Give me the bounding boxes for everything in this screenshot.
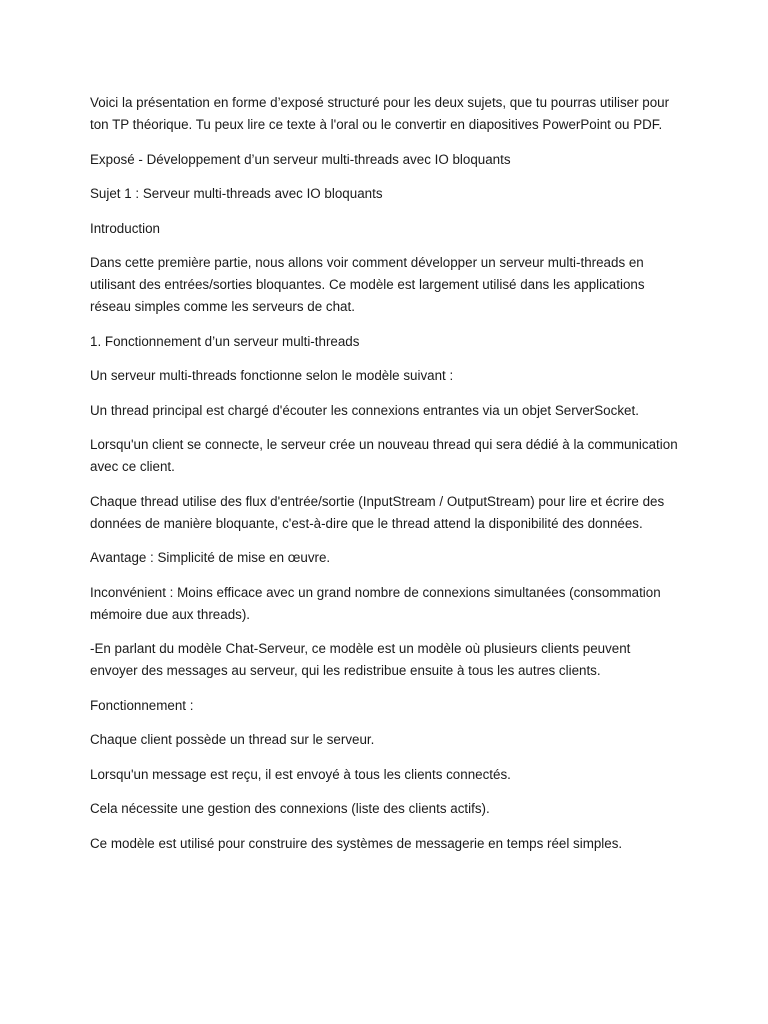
subject-heading: Sujet 1 : Serveur multi-threads avec IO bloquants [90,186,383,201]
chat-server-paragraph: -En parlant du modèle Chat-Serveur, ce modèle est un modèle où plusieurs clients peuvent envoyer des messages au serveur, qui les redistribue ensuite à tous les autres clients. [90,641,631,678]
client-connect-paragraph: Lorsqu'un client se connecte, le serveur crée un nouveau thread qui sera dédié à la communication avec ce client. [90,437,678,474]
main-thread-paragraph: Un thread principal est chargé d'écouter les connexions entrantes via un objet ServerSocket. [90,402,639,418]
advantage-paragraph: Avantage : Simplicité de mise en œuvre. [90,550,331,565]
section-heading-functioning: 1. Fonctionnement d’un serveur multi-threads [90,333,360,349]
connection-management-paragraph: Cela nécessite une gestion des connexions (liste des clients actifs). [90,801,490,816]
io-streams-paragraph: Chaque thread utilise des flux d'entrée/sortie (InputStream / OutputStream) pour lire et écrire des données de manière bloquante, c'est-à-dire que le thread attend la disponibilité des données. [90,493,665,531]
realtime-messaging-paragraph: Ce modèle est utilisé pour construire des systèmes de messagerie en temps réel simples. [90,835,623,851]
functioning-label: Fonctionnement : [90,697,194,713]
message-broadcast-paragraph: Lorsqu'un message est reçu, il est envoyé à tous les clients connectés. [90,766,511,782]
expose-title: Exposé - Développement d’un serveur multi-threads avec IO bloquants [90,151,511,167]
document-body [90,92,680,867]
client-thread-paragraph: Chaque client possède un thread sur le serveur. [90,732,375,747]
section-heading-introduction: Introduction [90,220,160,236]
intro-paragraph: Voici la présentation en forme d’exposé structuré pour les deux sujets, que tu pourras utiliser pour ton TP théorique. Tu peux lire ce texte à l'oral ou le convertir en diapositives PowerPoint ou PDF. [90,95,670,132]
introduction-paragraph: Dans cette première partie, nous allons voir comment développer un serveur multi-threads en utilisant des entrées/sorties bloquantes. Ce modèle est largement utilisé dans les applications réseau simples comme les serveurs de chat. [90,255,645,314]
disadvantage-paragraph: Inconvénient : Moins efficace avec un grand nombre de connexions simultanées (consommation mémoire due aux threads). [90,584,661,622]
model-intro-paragraph: Un serveur multi-threads fonctionne selon le modèle suivant : [90,368,454,383]
